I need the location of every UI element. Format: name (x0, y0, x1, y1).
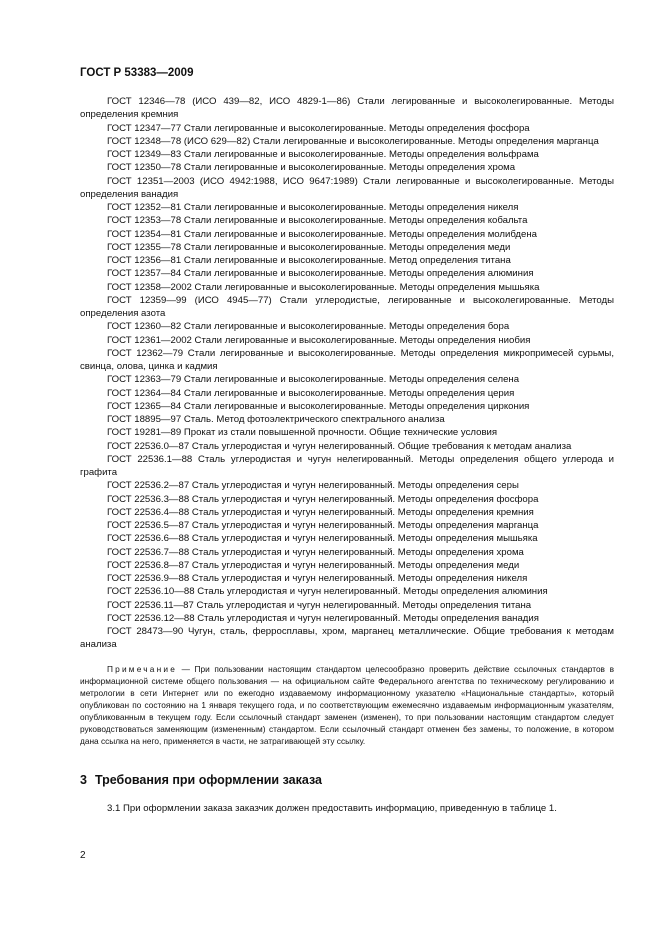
reference-item: ГОСТ 12357—84 Стали легированные и высоколегированные. Методы определения алюминия (107, 268, 534, 280)
reference-item: ГОСТ 12353—78 Стали легированные и высоколегированные. Методы определения кобальта (107, 215, 528, 227)
note-text: — При пользовании настоящим стандартом целесообразно проверить действие ссылочных стандартов в информационной системе общего пользования — на официальном сайте Федерального агентства по техническому регулированию и метрологии в сети Интернет или по ежегодно издаваемому информационному указателю «Национальные стандарты», который опубликован по состоянию на 1 января текущего года, и по соответствующим ежемесячно издаваемым информационным указателям, опубликованным в текущем году. Если ссылочный стандарт заменен (изменен), то при пользовании настоящим стандартом следует руководствоваться заменяющим (измененным) стандартом. Если ссылочный стандарт отменен без замены, то положение, в котором дана ссылка на него, применяется в части, не затрагивающей эту ссылку. (80, 663, 614, 746)
reference-item: ГОСТ 22536.8—87 Сталь углеродистая и чугун нелегированный. Методы определения меди (107, 559, 520, 571)
reference-item: ГОСТ 22536.3—88 Сталь углеродистая и чугун нелегированный. Методы определения фосфора (107, 493, 539, 505)
reference-item: ГОСТ 12350—78 Стали легированные и высоколегированные. Методы определения хрома (107, 162, 516, 174)
reference-item: ГОСТ 12346—78 (ИСО 439—82, ИСО 4829-1—86) Стали легированные и высоколегированные. Методы определения кремния (80, 96, 614, 121)
reference-item: ГОСТ 22536.6—88 Сталь углеродистая и чугун нелегированный. Методы определения мышьяка (107, 533, 538, 545)
note-label: Примечание (107, 663, 178, 674)
reference-item: ГОСТ 22536.10—88 Сталь углеродистая и чугун нелегированный. Методы определения алюминия (107, 586, 548, 598)
reference-item: ГОСТ 22536.5—87 Сталь углеродистая и чугун нелегированный. Методы определения марганца (107, 520, 539, 531)
reference-item: ГОСТ 12354—81 Стали легированные и высоколегированные. Методы определения молибдена (107, 228, 537, 240)
reference-item: ГОСТ 12351—2003 (ИСО 4942:1988, ИСО 9647:1989) Стали легированные и высоколегированные. Методы определения ванадия (80, 175, 614, 200)
reference-item: ГОСТ 22536.1—88 Сталь углеродистая и чугун нелегированный. Методы определения общего углерода и графита (80, 453, 614, 478)
reference-item: ГОСТ 12364—84 Стали легированные и высоколегированные. Методы определения церия (107, 387, 515, 399)
reference-item: ГОСТ 12356—81 Стали легированные и высоколегированные. Метод определения титана (107, 255, 511, 266)
reference-item: ГОСТ 12352—81 Стали легированные и высоколегированные. Методы определения никеля (107, 202, 519, 213)
reference-item: ГОСТ 22536.12—88 Сталь углеродистая и чугун нелегированный. Методы определения ванадия (107, 612, 539, 624)
document-id: ГОСТ Р 53383—2009 (80, 67, 194, 79)
section-number: 3 (80, 772, 87, 787)
note-block (80, 663, 614, 747)
section-title: Требования при оформлении заказа (94, 772, 322, 787)
reference-item: ГОСТ 19281—89 Прокат из стали повышенной прочности. Общие технические условия (107, 427, 498, 439)
reference-item: ГОСТ 12348—78 (ИСО 629—82) Стали легированные и высоколегированные. Методы определения марганца (107, 135, 599, 147)
reference-item: ГОСТ 18895—97 Сталь. Метод фотоэлектрического спектрального анализа (107, 414, 445, 425)
page-content (80, 95, 614, 824)
reference-item: ГОСТ 12359—99 (ИСО 4945—77) Стали углеродистые, легированные и высоколегированные. Методы определения азота (80, 294, 614, 319)
reference-item: ГОСТ 12363—79 Стали легированные и высоколегированные. Методы определения селена (107, 374, 520, 386)
section-heading (80, 773, 614, 787)
reference-item: ГОСТ 12355—78 Стали легированные и высоколегированные. Методы определения меди (107, 241, 511, 253)
reference-item: ГОСТ 22536.0—87 Сталь углеродистая и чугун нелегированный. Общие требования к методам анализа (107, 440, 572, 452)
reference-item: ГОСТ 12347—77 Стали легированные и высоколегированные. Методы определения фосфора (107, 122, 530, 134)
document-header (80, 67, 193, 79)
reference-item: ГОСТ 22536.11—87 Сталь углеродистая и чугун нелегированный. Методы определения титана (107, 599, 532, 611)
reference-item: ГОСТ 12358—2002 Стали легированные и высоколегированные. Методы определения мышьяка (107, 281, 540, 293)
reference-item: ГОСТ 12360—82 Стали легированные и высоколегированные. Методы определения бора (107, 321, 510, 333)
reference-item: ГОСТ 12361—2002 Стали легированные и высоколегированные. Методы определения ниобия (107, 334, 531, 346)
clause-paragraph: 3.1 При оформлении заказа заказчик должен предоставить информацию, приведенную в таблице 1. (107, 802, 557, 814)
reference-item: ГОСТ 22536.4—88 Сталь углеродистая и чугун нелегированный. Методы определения кремния (107, 506, 534, 518)
reference-item: ГОСТ 22536.9—88 Сталь углеродистая и чугун нелегированный. Методы определения никеля (107, 573, 528, 584)
reference-item: ГОСТ 12365—84 Стали легированные и высоколегированные. Методы определения циркония (107, 400, 530, 412)
page-number: 2 (80, 850, 86, 861)
reference-item: ГОСТ 12362—79 Стали легированные и высоколегированные. Методы определения микропримесей сурьмы, свинца, олова, цинка и кадмия (80, 347, 614, 372)
reference-item: ГОСТ 22536.2—87 Сталь углеродистая и чугун нелегированный. Методы определения серы (107, 480, 519, 492)
normative-references-list (80, 95, 614, 652)
reference-item: ГОСТ 12349—83 Стали легированные и высоколегированные. Методы определения вольфрама (107, 149, 539, 160)
reference-item: ГОСТ 22536.7—88 Сталь углеродистая и чугун нелегированный. Методы определения хрома (107, 546, 524, 558)
reference-item: ГОСТ 28473—90 Чугун, сталь, ферросплавы, хром, марганец металлические. Общие требования к методам анализа (80, 626, 614, 651)
